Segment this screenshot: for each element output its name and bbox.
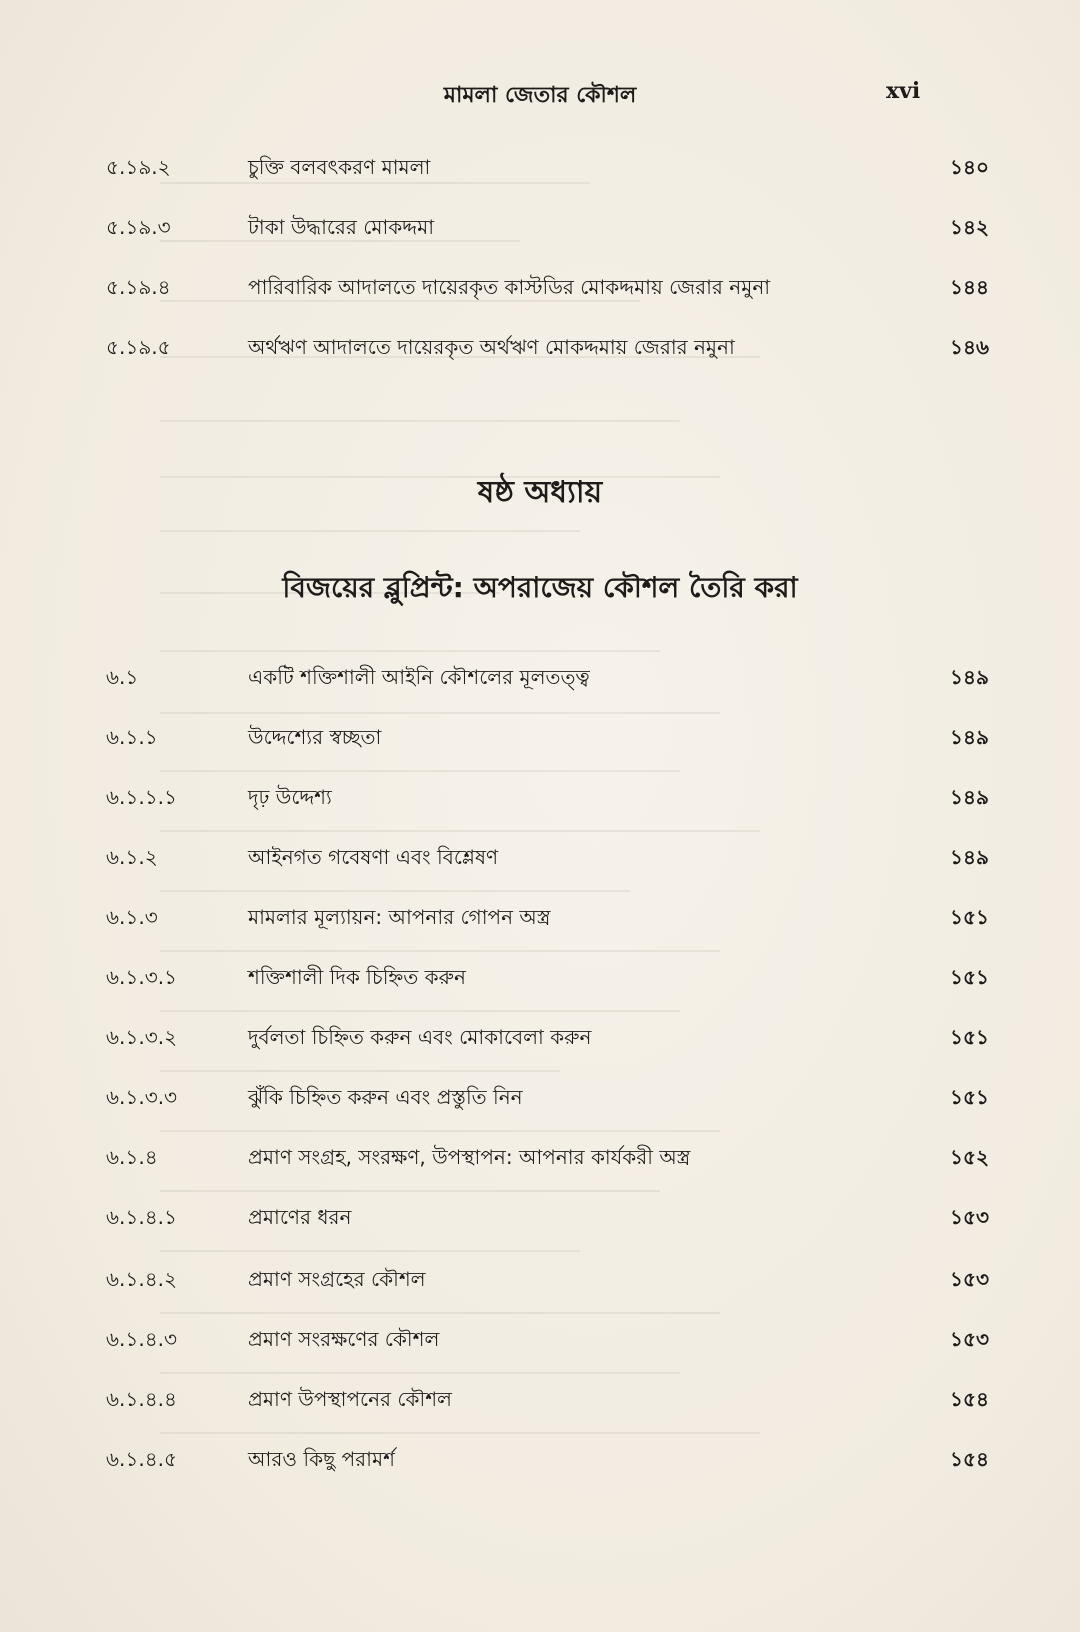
toc-entry-title: পারিবারিক আদালতে দায়েরকৃত কাস্টডির মোকদ্দমায় জেরার নমুনা: [248, 275, 771, 299]
toc-entry-page: ১৫৪: [950, 1387, 989, 1411]
toc-entry-title: শক্তিশালী দিক চিহ্নিত করুন: [248, 965, 466, 989]
page-number: xvi: [886, 78, 921, 104]
toc-entry-page: ১৫৩: [950, 1205, 989, 1229]
toc-entry: [0, 330, 1080, 364]
toc-entry: [0, 900, 1080, 934]
chapter-label: ষষ্ঠ অধ্যায়: [477, 475, 603, 510]
toc-entry-number: ৬.১.৩.১: [106, 965, 178, 989]
toc-entry: [0, 1382, 1080, 1416]
toc-entry: [0, 1020, 1080, 1054]
toc-entry-title: উদ্দেশ্যের স্বচ্ছতা: [248, 725, 382, 749]
toc-entry-page: ১৫১: [950, 1025, 989, 1049]
toc-entry-page: ১৫৩: [950, 1327, 989, 1351]
toc-entry-page: ১৪৬: [950, 335, 989, 359]
toc-entry: [0, 270, 1080, 304]
toc-entry-page: ১৪৯: [950, 785, 989, 809]
toc-entry: [0, 1322, 1080, 1356]
toc-entry: [0, 960, 1080, 994]
toc-entry-number: ৬.১.১: [106, 725, 158, 749]
toc-entry-number: ৬.১.১.১: [106, 785, 178, 809]
toc-entry-number: ৬.১.৪.৫: [106, 1447, 178, 1471]
toc-entry-number: ৬.১.৩: [106, 905, 158, 929]
toc-entry-number: ৬.১.৪: [106, 1145, 158, 1169]
toc-entry-page: ১৪৯: [950, 845, 989, 869]
toc-entry-page: ১৪০: [950, 155, 989, 179]
toc-entry-number: ৬.১: [106, 665, 139, 689]
toc-entry-page: ১৫১: [950, 905, 989, 929]
toc-entry-title: টাকা উদ্ধারের মোকদ্দমা: [248, 215, 435, 239]
toc-entry: [0, 840, 1080, 874]
toc-entry: [0, 660, 1080, 694]
toc-entry-title: প্রমাণ সংগ্রহের কৌশল: [248, 1267, 426, 1291]
toc-entry-title: মামলার মূল্যায়ন: আপনার গোপন অস্ত্র: [248, 905, 551, 929]
toc-entry-title: অর্থঋণ আদালতে দায়েরকৃত অর্থঋণ মোকদ্দমায় জেরার নমুনা: [248, 335, 735, 359]
toc-entry: [0, 1262, 1080, 1296]
toc-entry-page: ১৫১: [950, 965, 989, 989]
toc-entry-title: প্রমাণ সংরক্ষণের কৌশল: [248, 1327, 440, 1351]
running-title: মামলা জেতার কৌশল: [443, 83, 637, 108]
toc-entry-number: ৬.১.৪.৪: [106, 1387, 178, 1411]
toc-entry-number: ৬.১.৩.৩: [106, 1085, 178, 1109]
toc-entry-page: ১৪৯: [950, 665, 989, 689]
toc-entry-number: ৫.১৯.৩: [106, 215, 171, 239]
toc-entry-page: ১৪৯: [950, 725, 989, 749]
toc-entry: [0, 720, 1080, 754]
toc-entry-title: ঝুঁকি চিহ্নিত করুন এবং প্রস্তুতি নিন: [248, 1085, 523, 1109]
toc-entry-title: চুক্তি বলবৎকরণ মামলা: [248, 155, 431, 179]
chapter-title: বিজয়ের ব্লুপ্রিন্ট: অপরাজেয় কৌশল তৈরি করা: [282, 571, 798, 604]
toc-entry: [0, 780, 1080, 814]
toc-entry: [0, 150, 1080, 184]
running-header: [0, 78, 1080, 108]
toc-entry-number: ৬.১.৩.২: [106, 1025, 178, 1049]
toc-entry-number: ৬.১.৪.১: [106, 1205, 178, 1229]
toc-entry: [0, 210, 1080, 244]
toc-entry-number: ৫.১৯.২: [106, 155, 171, 179]
toc-entry-title: দুর্বলতা চিহ্নিত করুন এবং মোকাবেলা করুন: [248, 1025, 592, 1049]
toc-entry-title: প্রমাণের ধরন: [248, 1205, 352, 1229]
toc-entry-page: ১৫২: [950, 1145, 989, 1169]
toc-entry-title: দৃঢ় উদ্দেশ্য: [248, 785, 332, 809]
toc-entry-number: ৬.১.৪.২: [106, 1267, 178, 1291]
toc-entry-page: ১৫১: [950, 1085, 989, 1109]
toc-entry: [0, 1200, 1080, 1234]
toc-entry-number: ৫.১৯.৫: [106, 335, 171, 359]
toc-entry-page: ১৪২: [950, 215, 989, 239]
toc-entry-title: একটি শক্তিশালী আইনি কৌশলের মূলতত্ত্ব: [248, 665, 590, 689]
toc-entry-number: ৬.১.৪.৩: [106, 1327, 178, 1351]
toc-entry-title: প্রমাণ সংগ্রহ, সংরক্ষণ, উপস্থাপন: আপনার কার্যকরী অস্ত্র: [248, 1145, 691, 1169]
toc-entry: [0, 1080, 1080, 1114]
toc-entry-page: ১৫৪: [950, 1447, 989, 1471]
toc-entry-title: আরও কিছু পরামর্শ: [248, 1447, 395, 1471]
toc-entry-page: ১৫৩: [950, 1267, 989, 1291]
toc-entry: [0, 1442, 1080, 1476]
toc-entry: [0, 1140, 1080, 1174]
toc-entry-number: ৫.১৯.৪: [106, 275, 171, 299]
toc-entry-page: ১৪৪: [950, 275, 989, 299]
toc-entry-title: প্রমাণ উপস্থাপনের কৌশল: [248, 1387, 452, 1411]
toc-entry-title: আইনগত গবেষণা এবং বিশ্লেষণ: [248, 845, 499, 869]
toc-entry-number: ৬.১.২: [106, 845, 158, 869]
